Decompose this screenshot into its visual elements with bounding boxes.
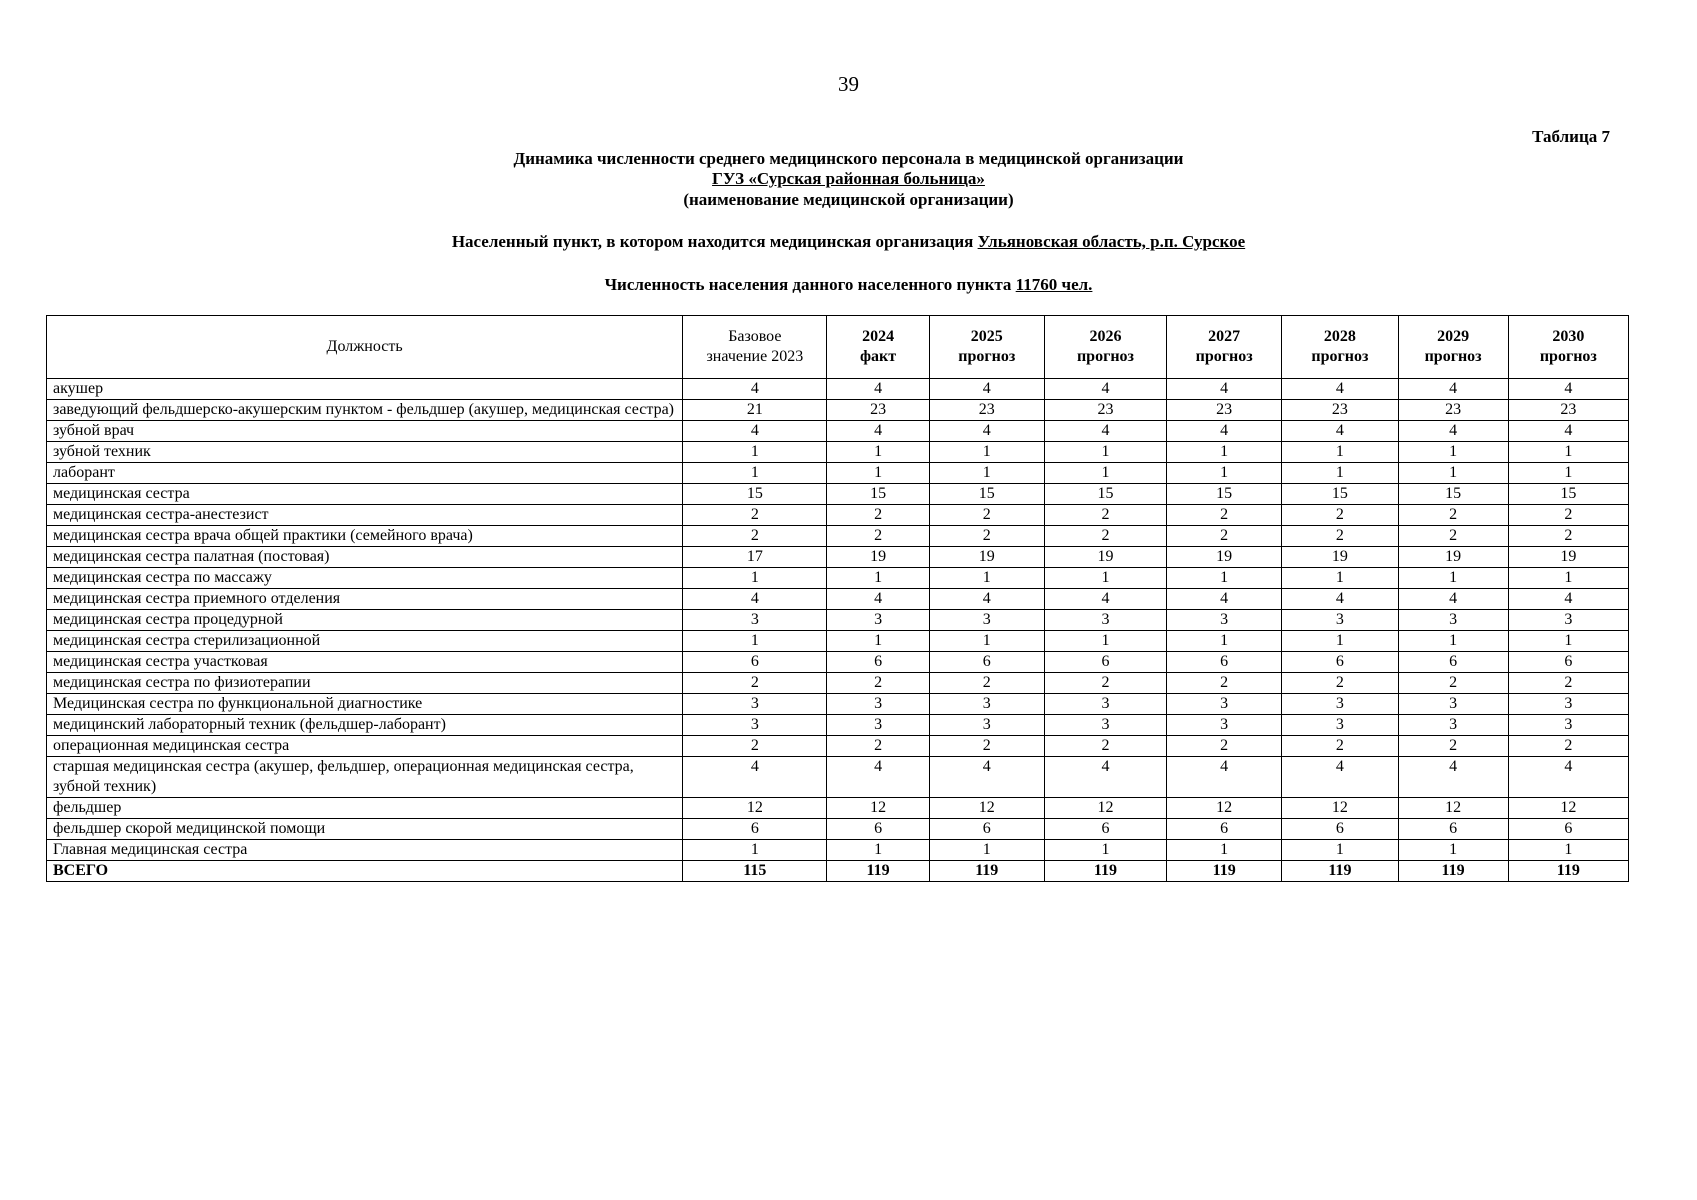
value-cell: 2 (827, 505, 929, 526)
table-row (47, 379, 1629, 400)
value-cell: 2 (1044, 505, 1166, 526)
value-cell: 4 (1282, 379, 1398, 400)
value-cell: 3 (827, 715, 929, 736)
value-cell: 3 (683, 715, 827, 736)
value-cell: 4 (827, 589, 929, 610)
value-cell: 1 (1044, 463, 1166, 484)
value-cell: 1 (929, 840, 1044, 861)
value-cell: 4 (1398, 421, 1508, 442)
value-cell: 2 (1167, 526, 1282, 547)
value-cell: 4 (1282, 757, 1398, 798)
value-cell: 15 (1282, 484, 1398, 505)
value-cell: 1 (1167, 568, 1282, 589)
position-cell: зубной врач (47, 421, 683, 442)
value-cell: 23 (1044, 400, 1166, 421)
table-row (47, 819, 1629, 840)
value-cell: 1 (1282, 631, 1398, 652)
position-cell: медицинская сестра по массажу (47, 568, 683, 589)
value-cell: 4 (827, 421, 929, 442)
value-cell: 1 (1044, 568, 1166, 589)
value-cell: 3 (929, 694, 1044, 715)
table-row (47, 673, 1629, 694)
table-row (47, 798, 1629, 819)
position-cell: медицинская сестра процедурной (47, 610, 683, 631)
value-cell: 2 (1167, 673, 1282, 694)
value-cell: 1 (683, 463, 827, 484)
value-cell: 1 (1044, 840, 1166, 861)
value-cell: 12 (827, 798, 929, 819)
table-row (47, 589, 1629, 610)
header-2026 (1044, 316, 1166, 379)
value-cell: 1 (827, 840, 929, 861)
value-cell: 2 (929, 673, 1044, 694)
value-cell: 119 (1044, 861, 1166, 882)
value-cell: 1 (827, 568, 929, 589)
value-cell: 2 (1044, 673, 1166, 694)
header-2030 (1508, 316, 1628, 379)
value-cell: 1 (1398, 442, 1508, 463)
position-cell: медицинская сестра (47, 484, 683, 505)
value-cell: 19 (1508, 547, 1628, 568)
value-cell: 1 (1167, 442, 1282, 463)
header-sub: прогноз (1076, 348, 1134, 365)
value-cell: 6 (1508, 819, 1628, 840)
value-cell: 6 (683, 652, 827, 673)
value-cell: 12 (683, 798, 827, 819)
value-cell: 3 (1044, 694, 1166, 715)
value-cell: 119 (929, 861, 1044, 882)
organization-caption: (наименование медицинской организации) (683, 190, 1014, 209)
value-cell: 17 (683, 547, 827, 568)
value-cell: 15 (827, 484, 929, 505)
value-cell: 23 (1508, 400, 1628, 421)
value-cell: 2 (1398, 505, 1508, 526)
value-cell: 1 (683, 568, 827, 589)
value-cell: 6 (929, 652, 1044, 673)
organization-name-text: ГУЗ «Сурская районная больница» (712, 169, 985, 188)
value-cell: 2 (1044, 526, 1166, 547)
organization-name (0, 169, 1697, 189)
population-line (0, 275, 1697, 295)
table-row (47, 631, 1629, 652)
value-cell: 6 (1167, 819, 1282, 840)
page-number: 39 (838, 72, 859, 96)
table-row (47, 505, 1629, 526)
table-row (47, 715, 1629, 736)
table-row (47, 442, 1629, 463)
value-cell: 19 (1398, 547, 1508, 568)
value-cell: 15 (1167, 484, 1282, 505)
value-cell: 1 (1508, 568, 1628, 589)
value-cell: 23 (1167, 400, 1282, 421)
value-cell: 1 (1167, 463, 1282, 484)
header-2028 (1282, 316, 1398, 379)
table-header-row (47, 316, 1629, 379)
position-cell: зубной техник (47, 442, 683, 463)
header-2027 (1167, 316, 1282, 379)
table-row (47, 694, 1629, 715)
value-cell: 1 (929, 568, 1044, 589)
value-cell: 1 (1398, 631, 1508, 652)
value-cell: 19 (827, 547, 929, 568)
header-sub: прогноз (1539, 348, 1597, 365)
value-cell: 1 (1282, 463, 1398, 484)
document-title: Динамика численности среднего медицинского персонала в медицинской организации (513, 149, 1184, 168)
value-cell: 3 (1398, 694, 1508, 715)
value-cell: 2 (1282, 526, 1398, 547)
value-cell: 4 (1044, 589, 1166, 610)
value-cell: 2 (1398, 673, 1508, 694)
value-cell: 3 (827, 610, 929, 631)
value-cell: 6 (1398, 652, 1508, 673)
value-cell: 2 (683, 505, 827, 526)
value-cell: 3 (1508, 694, 1628, 715)
value-cell: 119 (1508, 861, 1628, 882)
value-cell: 4 (683, 379, 827, 400)
population-value: 11760 чел. (1015, 275, 1093, 294)
table-row (47, 757, 1629, 798)
value-cell: 3 (1044, 610, 1166, 631)
position-cell: акушер (47, 379, 683, 400)
value-cell: 6 (1282, 652, 1398, 673)
value-cell: 12 (1398, 798, 1508, 819)
value-cell: 6 (1508, 652, 1628, 673)
table-row (47, 568, 1629, 589)
value-cell: 1 (1398, 463, 1508, 484)
header-sub: прогноз (958, 348, 1016, 365)
header-year: 2024 (862, 328, 895, 345)
locality-value: Ульяновская область, р.п. Сурское (977, 232, 1246, 251)
position-cell: медицинский лабораторный техник (фельдшер-лаборант) (47, 715, 683, 736)
value-cell: 3 (683, 610, 827, 631)
value-cell: 119 (1167, 861, 1282, 882)
position-cell: медицинская сестра приемного отделения (47, 589, 683, 610)
value-cell: 12 (1508, 798, 1628, 819)
table-row (47, 652, 1629, 673)
position-cell: заведующий фельдшерско-акушерским пунктом - фельдшер (акушер, медицинская сестра) (47, 400, 683, 421)
header-year: 2027 (1208, 328, 1241, 345)
value-cell: 119 (1282, 861, 1398, 882)
value-cell: 4 (1167, 589, 1282, 610)
value-cell: 4 (1167, 421, 1282, 442)
value-cell: 4 (827, 379, 929, 400)
value-cell: 4 (1044, 421, 1166, 442)
value-cell: 3 (1167, 694, 1282, 715)
table-body (47, 379, 1629, 882)
value-cell: 6 (683, 819, 827, 840)
value-cell: 4 (683, 757, 827, 798)
value-cell: 6 (827, 652, 929, 673)
value-cell: 1 (683, 442, 827, 463)
value-cell: 3 (1282, 610, 1398, 631)
value-cell: 1 (1398, 568, 1508, 589)
value-cell: 1 (929, 631, 1044, 652)
value-cell: 15 (1044, 484, 1166, 505)
value-cell: 2 (827, 526, 929, 547)
table-row (47, 526, 1629, 547)
value-cell: 2 (1398, 526, 1508, 547)
value-cell: 1 (683, 631, 827, 652)
value-cell: 1 (827, 442, 929, 463)
header-2024 (827, 316, 929, 379)
value-cell: 119 (1398, 861, 1508, 882)
table-row (47, 421, 1629, 442)
value-cell: 4 (1167, 757, 1282, 798)
position-cell: ВСЕГО (47, 861, 683, 882)
value-cell: 115 (683, 861, 827, 882)
value-cell: 12 (1282, 798, 1398, 819)
value-cell: 4 (1508, 421, 1628, 442)
header-sub: прогноз (1195, 348, 1253, 365)
value-cell: 6 (1167, 652, 1282, 673)
header-sub: факт (859, 348, 897, 365)
table-row (47, 463, 1629, 484)
value-cell: 19 (1282, 547, 1398, 568)
position-cell: фельдшер (47, 798, 683, 819)
value-cell: 2 (1282, 673, 1398, 694)
value-cell: 19 (1044, 547, 1166, 568)
position-cell: медицинская сестра по физиотерапии (47, 673, 683, 694)
value-cell: 2 (683, 526, 827, 547)
value-cell: 3 (1167, 715, 1282, 736)
value-cell: 6 (827, 819, 929, 840)
value-cell: 4 (1167, 379, 1282, 400)
value-cell: 3 (1044, 715, 1166, 736)
value-cell: 6 (929, 819, 1044, 840)
position-cell: медицинская сестра палатная (постовая) (47, 547, 683, 568)
value-cell: 23 (1282, 400, 1398, 421)
value-cell: 2 (929, 526, 1044, 547)
position-cell: медицинская сестра участковая (47, 652, 683, 673)
header-base: Базовое значение 2023 (683, 316, 827, 379)
table-label: Таблица 7 (1532, 127, 1610, 146)
value-cell: 15 (1508, 484, 1628, 505)
table-total-row (47, 861, 1629, 882)
value-cell: 1 (1508, 463, 1628, 484)
position-cell: медицинская сестра врача общей практики (семейного врача) (47, 526, 683, 547)
header-year: 2028 (1323, 328, 1356, 345)
value-cell: 4 (1282, 589, 1398, 610)
value-cell: 1 (1398, 840, 1508, 861)
value-cell: 4 (1398, 379, 1508, 400)
value-cell: 23 (929, 400, 1044, 421)
value-cell: 4 (683, 589, 827, 610)
value-cell: 4 (1508, 757, 1628, 798)
value-cell: 19 (1167, 547, 1282, 568)
header-year: 2026 (1089, 328, 1122, 345)
header-year: 2025 (970, 328, 1003, 345)
header-2025 (929, 316, 1044, 379)
value-cell: 3 (827, 694, 929, 715)
value-cell: 15 (929, 484, 1044, 505)
value-cell: 12 (1044, 798, 1166, 819)
value-cell: 1 (1282, 442, 1398, 463)
value-cell: 119 (827, 861, 929, 882)
value-cell: 3 (1398, 610, 1508, 631)
value-cell: 3 (929, 610, 1044, 631)
value-cell: 15 (683, 484, 827, 505)
value-cell: 6 (1044, 819, 1166, 840)
value-cell: 2 (929, 736, 1044, 757)
value-cell: 3 (1282, 694, 1398, 715)
position-cell: медицинская сестра-анестезист (47, 505, 683, 526)
value-cell: 1 (1508, 840, 1628, 861)
position-cell: операционная медицинская сестра (47, 736, 683, 757)
value-cell: 1 (683, 840, 827, 861)
value-cell: 4 (1398, 589, 1508, 610)
value-cell: 1 (1044, 631, 1166, 652)
value-cell: 2 (683, 736, 827, 757)
value-cell: 12 (1167, 798, 1282, 819)
position-cell: фельдшер скорой медицинской помощи (47, 819, 683, 840)
value-cell: 2 (1508, 736, 1628, 757)
value-cell: 21 (683, 400, 827, 421)
value-cell: 1 (1167, 840, 1282, 861)
table-row (47, 610, 1629, 631)
position-cell: медицинская сестра стерилизационной (47, 631, 683, 652)
value-cell: 4 (1508, 379, 1628, 400)
value-cell: 1 (1044, 442, 1166, 463)
value-cell: 2 (1167, 505, 1282, 526)
position-cell: лаборант (47, 463, 683, 484)
value-cell: 4 (1282, 421, 1398, 442)
value-cell: 1 (1282, 568, 1398, 589)
value-cell: 3 (1398, 715, 1508, 736)
value-cell: 4 (929, 589, 1044, 610)
value-cell: 2 (827, 736, 929, 757)
position-cell: Медицинская сестра по функциональной диагностике (47, 694, 683, 715)
value-cell: 1 (929, 463, 1044, 484)
value-cell: 3 (1282, 715, 1398, 736)
value-cell: 4 (1044, 379, 1166, 400)
value-cell: 2 (683, 673, 827, 694)
header-2029 (1398, 316, 1508, 379)
value-cell: 3 (929, 715, 1044, 736)
position-cell: старшая медицинская сестра (акушер, фельдшер, операционная медицинская сестра, зубной техник) (47, 757, 683, 798)
header-year: 2029 (1437, 328, 1470, 345)
value-cell: 2 (1167, 736, 1282, 757)
value-cell: 3 (1508, 610, 1628, 631)
value-cell: 1 (1508, 631, 1628, 652)
value-cell: 12 (929, 798, 1044, 819)
value-cell: 4 (929, 757, 1044, 798)
staff-table (46, 315, 1629, 882)
value-cell: 4 (1398, 757, 1508, 798)
header-sub: прогноз (1311, 348, 1369, 365)
table-row (47, 484, 1629, 505)
value-cell: 4 (1044, 757, 1166, 798)
value-cell: 1 (827, 463, 929, 484)
value-cell: 2 (1508, 505, 1628, 526)
value-cell: 4 (1508, 589, 1628, 610)
value-cell: 1 (1508, 442, 1628, 463)
table-row (47, 400, 1629, 421)
value-cell: 6 (1398, 819, 1508, 840)
value-cell: 3 (1508, 715, 1628, 736)
header-sub: прогноз (1424, 348, 1482, 365)
population-label: Численность населения данного населенного пункта (604, 275, 1012, 294)
value-cell: 1 (929, 442, 1044, 463)
value-cell: 6 (1282, 819, 1398, 840)
value-cell: 2 (1398, 736, 1508, 757)
value-cell: 2 (929, 505, 1044, 526)
header-position: Должность (47, 316, 683, 379)
header-year: 2030 (1552, 328, 1585, 345)
value-cell: 23 (1398, 400, 1508, 421)
value-cell: 4 (929, 379, 1044, 400)
value-cell: 6 (1044, 652, 1166, 673)
value-cell: 23 (827, 400, 929, 421)
position-cell: Главная медицинская сестра (47, 840, 683, 861)
table-row (47, 736, 1629, 757)
value-cell: 2 (1282, 505, 1398, 526)
value-cell: 15 (1398, 484, 1508, 505)
value-cell: 1 (1282, 840, 1398, 861)
value-cell: 4 (683, 421, 827, 442)
table-row (47, 547, 1629, 568)
value-cell: 2 (1282, 736, 1398, 757)
value-cell: 1 (827, 631, 929, 652)
value-cell: 2 (827, 673, 929, 694)
locality-line (0, 232, 1697, 252)
locality-label: Населенный пункт, в котором находится медицинская организация (451, 232, 974, 251)
table-row (47, 840, 1629, 861)
value-cell: 2 (1508, 673, 1628, 694)
value-cell: 4 (929, 421, 1044, 442)
value-cell: 4 (827, 757, 929, 798)
value-cell: 3 (683, 694, 827, 715)
value-cell: 19 (929, 547, 1044, 568)
value-cell: 2 (1508, 526, 1628, 547)
value-cell: 1 (1167, 631, 1282, 652)
value-cell: 3 (1167, 610, 1282, 631)
value-cell: 2 (1044, 736, 1166, 757)
